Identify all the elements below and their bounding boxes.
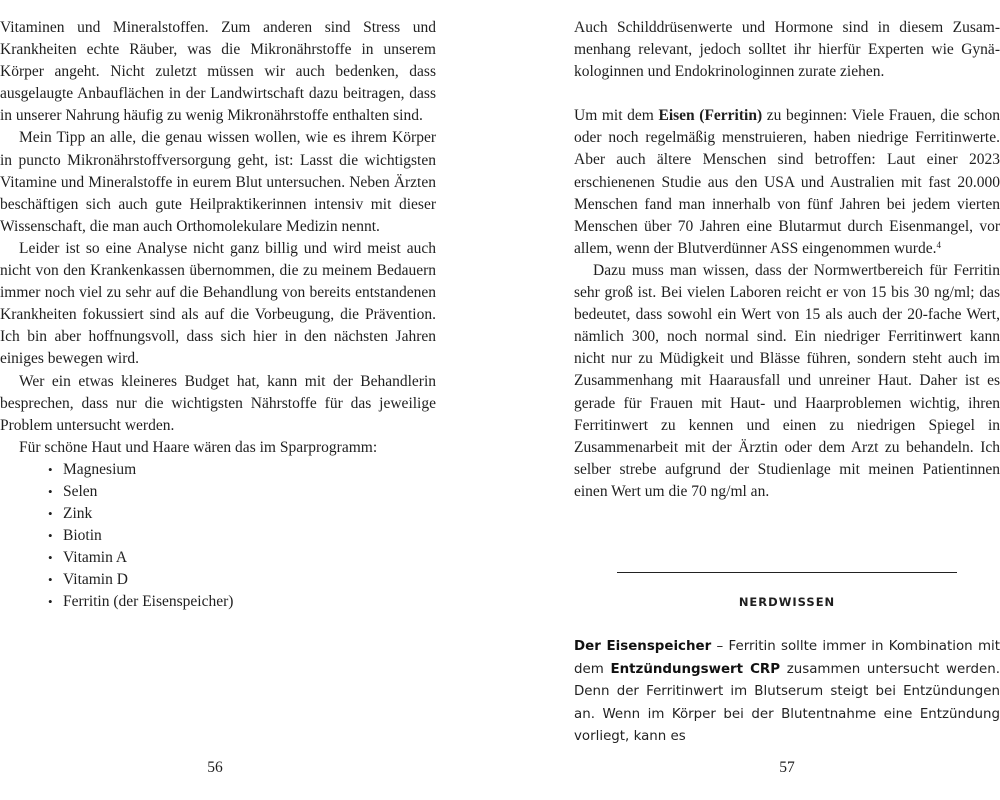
right-page	[574, 0, 1000, 800]
box-text-part1: – Ferritin sollte immer in Kombination mit dem	[574, 639, 1000, 677]
left-text-column	[0, 17, 436, 614]
paragraph-iron	[574, 105, 1000, 260]
page-number-right: 57	[779, 759, 795, 776]
iron-term: Eisen (Ferritin)	[658, 107, 763, 125]
nutrient-list	[0, 459, 436, 614]
list-item: • Vitamin A	[48, 547, 436, 569]
paragraph-budget: Wer ein etwas kleineres Budget hat, kann mit der Behandlerin besprechen, dass nur die wichtigsten Nährstoffe für das jeweilige Problem untersucht werden.	[0, 372, 436, 434]
list-item: • Zink	[48, 503, 436, 525]
left-page	[0, 0, 436, 800]
list-item: • Magnesium	[48, 459, 436, 481]
paragraph-gap	[574, 83, 1000, 105]
paragraph-list-intro: Für schöne Haut und Haare wären das im Sparprogramm:	[19, 438, 378, 456]
iron-intro-text: Um mit dem	[574, 107, 659, 125]
box-term-eisenspeicher: Der Eisenspeicher	[574, 639, 712, 654]
list-item: • Selen	[48, 481, 436, 503]
list-item: • Ferritin (der Eisenspeicher)	[48, 591, 436, 613]
paragraph-continuation: Vitaminen und Mineralstoffen. Zum anderen sind Stress und Krankheiten echte Räuber, was die Mikronährstoffe in unserem Körper angeht. Nicht zuletzt müssen wir auch bedenken, dass ausgelaugte Anbauflächen in der Landwirtschaft dazu beitragen, dass in unserer Nahrung häufig zu wenig Mikronährstoffe enthalten sind.	[0, 19, 436, 125]
paragraph-analysis-cost: Leider ist so eine Analyse nicht ganz billig und wird meist auch nicht von den Krankenkassen übernommen, die zu meinem Bedauern immer noch viel zu sehr auf die Behandlung von bereits entstandenen Krankheiten fokussiert sind als auf die Vorbeugung, die Prävention. Ich bin aber hoffnungsvoll, dass sich hier in den nächsten Jahren einiges bewegen wird.	[0, 239, 436, 368]
list-item: • Vitamin D	[48, 569, 436, 591]
nerdwissen-heading: NERDWISSEN	[738, 595, 836, 609]
box-term-crp: Entzündungswert CRP	[610, 661, 781, 677]
paragraph-hormones: Auch Schilddrüsenwerte und Hormone sind in diesem Zusammenhang relevant, jedoch solltet ihr hierfür Experten wie Gynäkologinnen und Endokrinologinnen zurate ziehen.	[574, 19, 1000, 81]
footnote-marker: 4	[936, 239, 941, 250]
box-divider	[617, 572, 957, 573]
paragraph-tip: Mein Tipp an alle, die genau wissen wollen, wie es ihrem Körper in puncto Mikronährstoffversorgung geht, ist: Lasst die wichtigsten Vitamine und Mineralstoffe in eurem Blut untersuchen. Neben Ärzten beschäftigen sich auch gute Heilpraktikerinnen intensiv mit dieser Wissenschaft, die man auch Orthomolekulare Medizin nennt.	[0, 129, 436, 235]
paragraph-ferritin-range: Dazu muss man wissen, dass der Normwertbereich für Ferritin sehr groß ist. Bei vielen Laboren reicht er von 15 bis 30 ng/ml; das bedeutet, dass sowohl ein Wert von 15 als auch der 20-fache Wert, nämlich 300, noch normal sind. Ein niedriger Ferritinwert kann nicht nur zu Müdigkeit und Blässe führen, sondern steht auch im Zusammenhang mit Haarausfall und unreiner Haut. Daher ist es gerade für Frauen mit Haut- und Haarproblemen wichtig, ihren Ferritinwert zu kennen und einen zu niedrigen Spiegel in Zusammenarbeit mit der Ärztin oder dem Arzt zu behandeln. Ich selber strebe aufgrund der Studienlage mit meinen Patientinnen einen Wert um die 70 ng/ml an.	[574, 261, 1000, 500]
list-item: • Biotin	[48, 525, 436, 547]
iron-body-text: zu beginnen: Viele Frauen, die schon oder noch regelmäßig menstruieren, haben niedrige Ferritinwerte. Aber auch ältere Menschen sind betroffen: Laut einer 2023 erschienenen Studie aus den USA und Australien mit fast 20.000 Menschen fand man innerhalb von fünf Jahren bei jedem vierten Menschen über 70 Jahren eine Blutarmut durch Eisenmangel, vor allem, wenn der Blutverdünner ASS eingenommen wurde.	[574, 107, 1000, 257]
box-text-part2: zusammen untersucht werden. Denn der Ferritinwert im Blutserum steigt bei Entzündungen an. Wenn im Körper bei der Blutentnahme eine Entzündung vorliegt, kann es	[574, 661, 1000, 744]
nerdwissen-text	[574, 636, 1000, 749]
right-text-column	[574, 17, 1000, 503]
page-number-left: 56	[207, 759, 223, 776]
